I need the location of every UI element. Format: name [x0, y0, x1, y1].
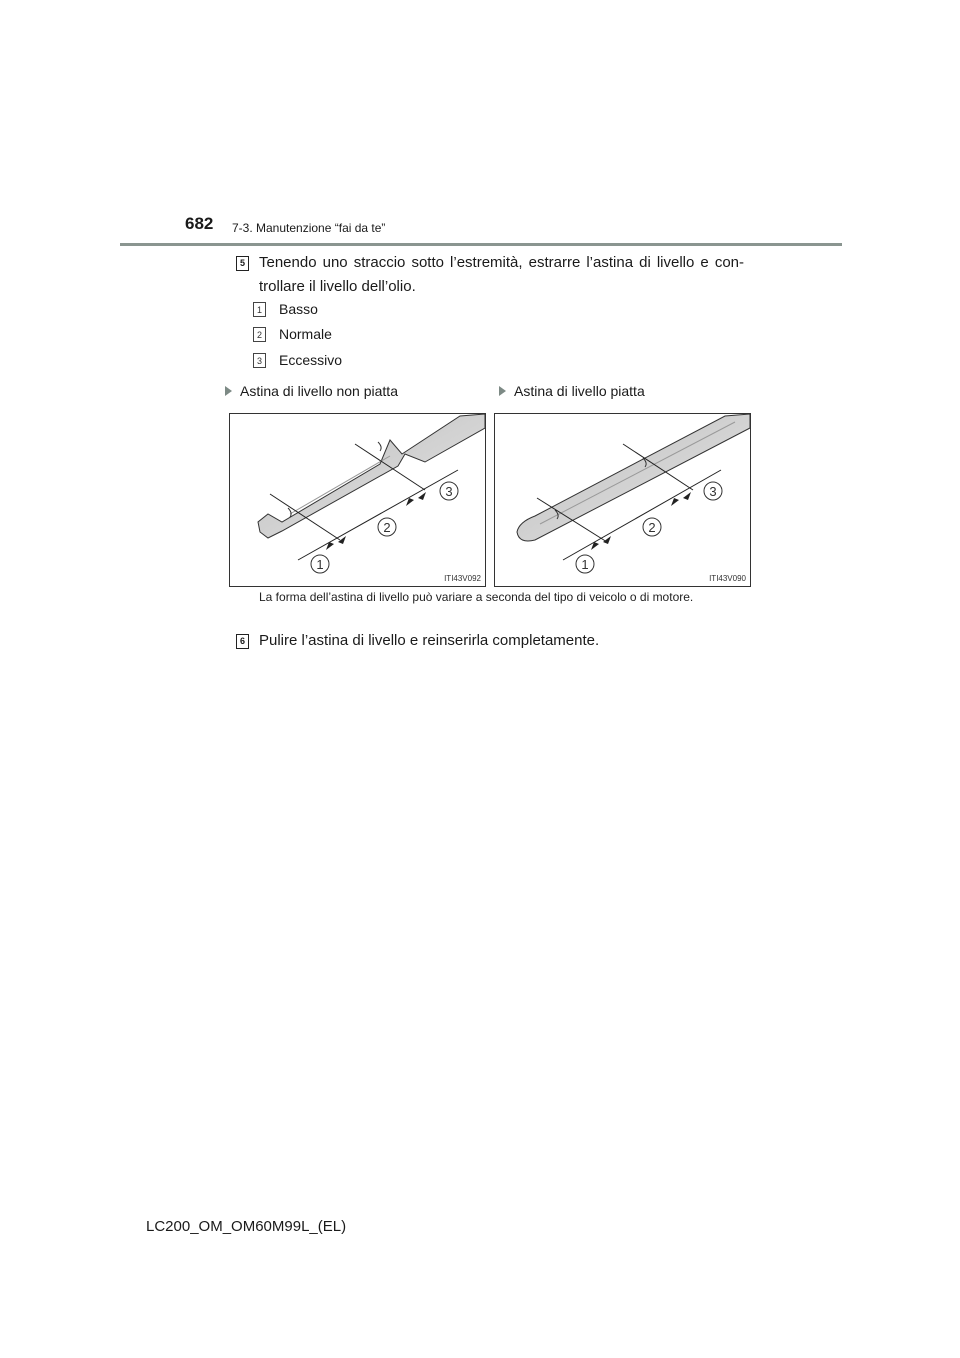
step-number-5: 5 [236, 256, 249, 271]
figure-non-flat-dipstick [229, 413, 486, 587]
figure-note: La forma dell’astina di livello può variare a seconda del tipo di veicolo o di motore. [259, 590, 694, 604]
svg-text:3: 3 [709, 484, 717, 499]
svg-text:1: 1 [316, 557, 324, 572]
document-code: LC200_OM_OM60M99L_(EL) [146, 1218, 347, 1235]
item-number-1: 1 [253, 302, 266, 317]
svg-text:1: 1 [581, 557, 589, 572]
item-label-low: Basso [279, 301, 318, 317]
svg-text:3: 3 [445, 484, 453, 499]
section-title: 7-3. Manutenzione “fai da te” [232, 221, 386, 235]
figure-code: ITI43V090 [709, 574, 746, 583]
flat-dipstick-illustration [495, 414, 750, 586]
variant-flat-label: Astina di livello piatta [514, 383, 645, 399]
variant-flat-title [499, 383, 645, 399]
step-6-text: Pulire l’astina di livello e reinserirla completamente. [259, 632, 600, 649]
page-number: 682 [185, 214, 214, 233]
header-rule [120, 243, 842, 246]
variant-non-flat-title [225, 383, 398, 399]
item-label-excessive: Eccessivo [279, 352, 343, 368]
step-number-6: 6 [236, 634, 249, 649]
figure-flat-dipstick [494, 413, 751, 587]
variant-non-flat-label: Astina di livello non piatta [240, 383, 398, 399]
svg-text:2: 2 [648, 520, 656, 535]
non-flat-dipstick-illustration [230, 414, 485, 586]
triangle-bullet-icon [225, 386, 232, 396]
item-label-normal: Normale [279, 326, 332, 342]
item-number-3: 3 [253, 353, 266, 368]
figure-code: ITI43V092 [444, 574, 481, 583]
step-5-text: Tenendo uno straccio sotto l’estremità, estrarre l’astina di livello e con-trollare il livello dell’olio. [259, 254, 744, 295]
triangle-bullet-icon [499, 386, 506, 396]
svg-text:2: 2 [383, 520, 391, 535]
item-number-2: 2 [253, 327, 266, 342]
